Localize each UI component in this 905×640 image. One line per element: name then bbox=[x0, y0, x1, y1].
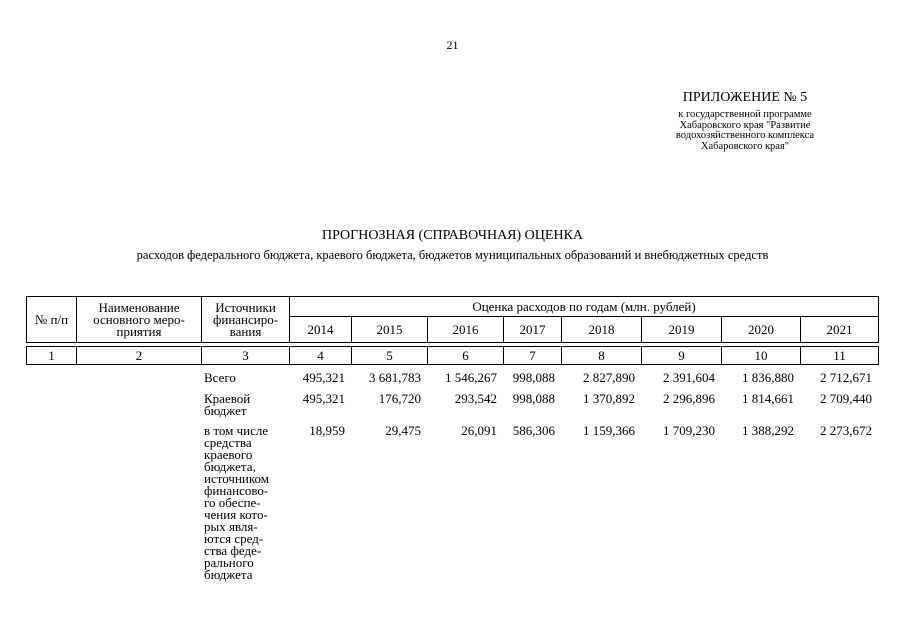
document-title: ПРОГНОЗНАЯ (СПРАВОЧНАЯ) ОЦЕНКА bbox=[321, 228, 584, 243]
table-row bbox=[26, 372, 878, 393]
header-year: 2017 bbox=[504, 317, 562, 343]
row-value: 1 836,880 bbox=[742, 370, 794, 385]
table-row bbox=[26, 425, 878, 581]
column-number: 6 bbox=[428, 347, 504, 365]
row-value: 2 296,896 bbox=[663, 391, 715, 406]
row-value: 3 681,783 bbox=[369, 370, 421, 385]
row-value: 1 709,230 bbox=[663, 423, 715, 438]
row-value: 1 388,292 bbox=[742, 423, 794, 438]
header-year: 2018 bbox=[562, 317, 642, 343]
row-value: 2 709,440 bbox=[820, 391, 872, 406]
column-number: 11 bbox=[801, 347, 879, 365]
row-value: 1 370,892 bbox=[583, 391, 635, 406]
row-value: 998,088 bbox=[512, 370, 555, 385]
document-subtitle: расходов федерального бюджета, краевого бюджета, бюджетов муниципальных образований и внебюджетных средств bbox=[136, 248, 769, 262]
expenses-table bbox=[26, 296, 879, 365]
row-value: 1 546,267 bbox=[445, 370, 497, 385]
header-year: 2020 bbox=[722, 317, 801, 343]
table-row bbox=[26, 393, 878, 425]
row-value: 998,088 bbox=[512, 391, 555, 406]
header-year: 2016 bbox=[428, 317, 504, 343]
row-value: 26,091 bbox=[461, 423, 497, 438]
row-value: 495,321 bbox=[302, 370, 345, 385]
column-number: 1 bbox=[27, 347, 77, 365]
row-value: 18,959 bbox=[309, 423, 345, 438]
header-row-1 bbox=[27, 297, 879, 317]
column-number: 8 bbox=[562, 347, 642, 365]
header-source: Источники финансиро- вания bbox=[202, 297, 290, 343]
row-value: 495,321 bbox=[302, 391, 345, 406]
row-value: 586,306 bbox=[512, 423, 555, 438]
appendix-subtitle-line: водохозяйственного комплекса bbox=[675, 130, 815, 141]
expenses-body bbox=[26, 372, 878, 581]
row-value: 176,720 bbox=[378, 391, 421, 406]
header-estimate: Оценка расходов по годам (млн. рублей) bbox=[290, 297, 879, 317]
row-value: 2 827,890 bbox=[583, 370, 635, 385]
row-value: 293,542 bbox=[454, 391, 497, 406]
header-name: Наименование основного меро- приятия bbox=[77, 297, 202, 343]
column-number-row bbox=[27, 347, 879, 365]
column-number: 9 bbox=[642, 347, 722, 365]
row-value: 1 159,366 bbox=[583, 423, 635, 438]
column-number: 10 bbox=[722, 347, 801, 365]
header-year: 2019 bbox=[642, 317, 722, 343]
column-number: 5 bbox=[352, 347, 428, 365]
appendix-subtitle bbox=[610, 110, 880, 152]
row-value: 2 391,604 bbox=[663, 370, 715, 385]
appendix-subtitle-line: к государственной программе bbox=[678, 109, 812, 120]
header-year: 2021 bbox=[801, 317, 879, 343]
column-number: 3 bbox=[202, 347, 290, 365]
column-number: 4 bbox=[290, 347, 352, 365]
appendix-subtitle-line: Хабаровского края" bbox=[700, 140, 790, 152]
row-value: 2 712,671 bbox=[820, 370, 872, 385]
header-year: 2015 bbox=[352, 317, 428, 343]
row-value: 29,475 bbox=[385, 423, 421, 438]
header-year: 2014 bbox=[290, 317, 352, 343]
row-source: Всего bbox=[204, 370, 236, 385]
row-value: 2 273,672 bbox=[820, 423, 872, 438]
appendix-subtitle-line: Хабаровского края "Развитие bbox=[679, 119, 811, 131]
appendix-title: ПРИЛОЖЕНИЕ № 5 bbox=[682, 90, 808, 105]
row-source: в том числе средства краевого бюджета, источником финансово- го обеспе- чения кото- рых явля- ются сред- ства феде- рального бюджета bbox=[204, 423, 269, 582]
header-num: № п/п bbox=[27, 297, 77, 343]
row-source: Краевой бюджет bbox=[204, 391, 251, 418]
column-number: 7 bbox=[504, 347, 562, 365]
page-number: 21 bbox=[446, 38, 459, 52]
column-number: 2 bbox=[77, 347, 202, 365]
row-value: 1 814,661 bbox=[742, 391, 794, 406]
